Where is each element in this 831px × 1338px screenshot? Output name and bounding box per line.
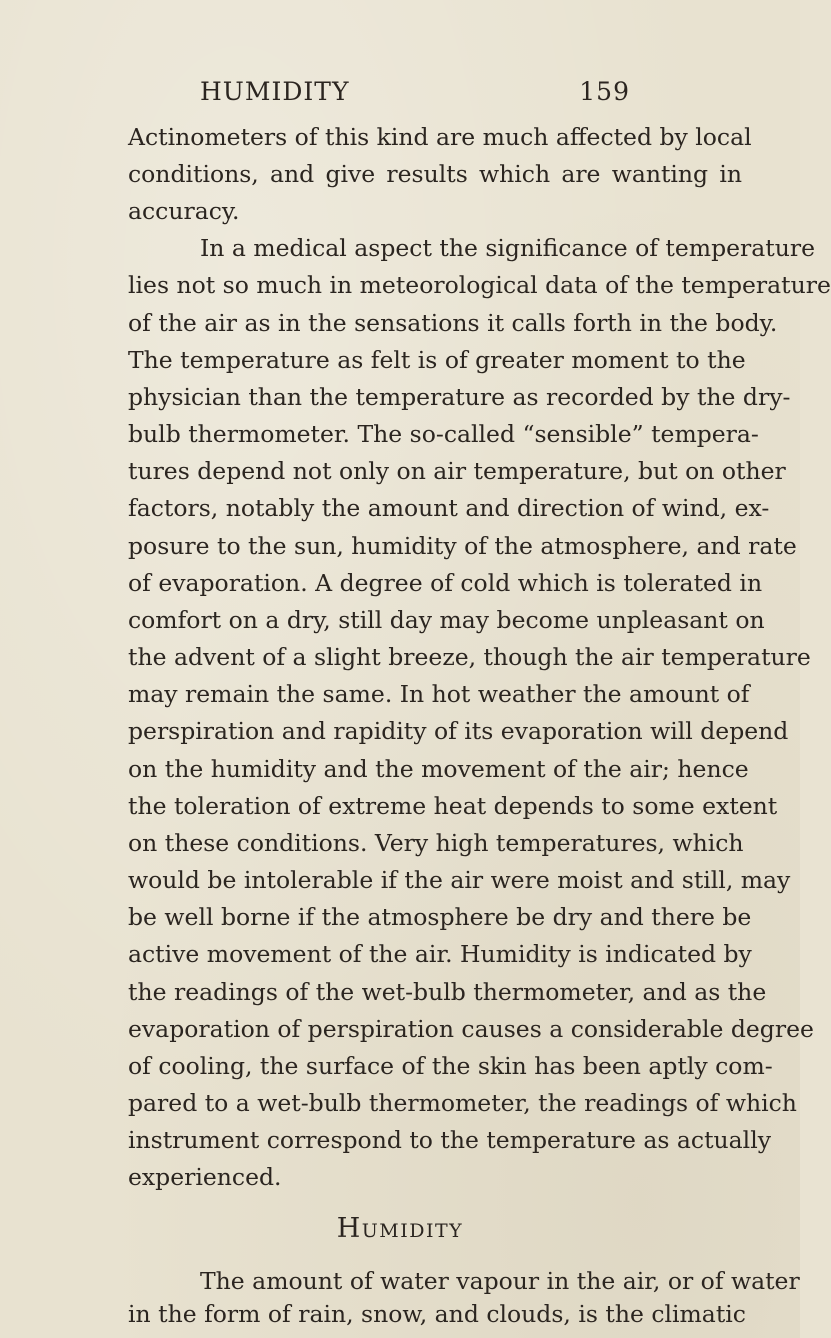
text-line: instrument correspond to the temperature as actually	[128, 1126, 771, 1154]
text-line: would be intolerable if the air were moist and still, may	[128, 866, 791, 894]
text-line: of the air as in the sensations it calls forth in the body.	[128, 309, 778, 337]
text-line: Actinometers of this kind are much affected by local	[128, 123, 752, 151]
text-line: bulb thermometer. The so-called “sensible” tempera-	[128, 420, 759, 448]
text-line: on these conditions. Very high temperatures, which	[128, 829, 744, 857]
text-line: may remain the same. In hot weather the amount of	[128, 680, 750, 708]
text-line: be well borne if the atmosphere be dry and there be	[128, 903, 752, 931]
text-line: accuracy.	[128, 197, 240, 225]
text-line: the toleration of extreme heat depends to some extent	[128, 792, 778, 820]
text-line: posure to the sun, humidity of the atmosphere, and rate	[128, 532, 797, 560]
text-line: factors, notably the amount and direction of wind, ex-	[128, 494, 770, 522]
text-line: conditions, and give results which are wanting in	[128, 160, 742, 188]
text-line: active movement of the air. Humidity is indicated by	[128, 940, 752, 968]
text-line: lies not so much in meteorological data of the temperature	[128, 271, 831, 299]
text-line: in the form of rain, snow, and clouds, is the climatic	[128, 1300, 746, 1328]
text-line: comfort on a dry, still day may become unpleasant on	[128, 606, 765, 634]
text-line: The amount of water vapour in the air, or of water	[200, 1267, 800, 1295]
text-line: perspiration and rapidity of its evaporation will depend	[128, 717, 789, 745]
text-line: the advent of a slight breeze, though the air temperature	[128, 643, 811, 671]
text-line: pared to a wet-bulb thermometer, the readings of which	[128, 1089, 797, 1117]
page-number: 159	[579, 76, 630, 106]
text-line: tures depend not only on air temperature, but on other	[128, 457, 786, 485]
running-head	[200, 74, 630, 108]
text-line: experienced.	[128, 1163, 282, 1191]
text-line: The temperature as felt is of greater moment to the	[128, 346, 746, 374]
text-line: evaporation of perspiration causes a considerable degree	[128, 1015, 814, 1043]
text-line: of cooling, the surface of the skin has been aptly com-	[128, 1052, 773, 1080]
text-line: physician than the temperature as recorded by the dry-	[128, 383, 791, 411]
text-line: In a medical aspect the significance of temperature	[200, 234, 815, 262]
text-line: of evaporation. A degree of cold which is tolerated in	[128, 569, 763, 597]
section-heading: Humidity	[336, 1213, 464, 1244]
text-line: the readings of the wet-bulb thermometer, and as the	[128, 978, 767, 1006]
running-title: HUMIDITY	[200, 76, 350, 106]
text-line: on the humidity and the movement of the air; hence	[128, 755, 749, 783]
